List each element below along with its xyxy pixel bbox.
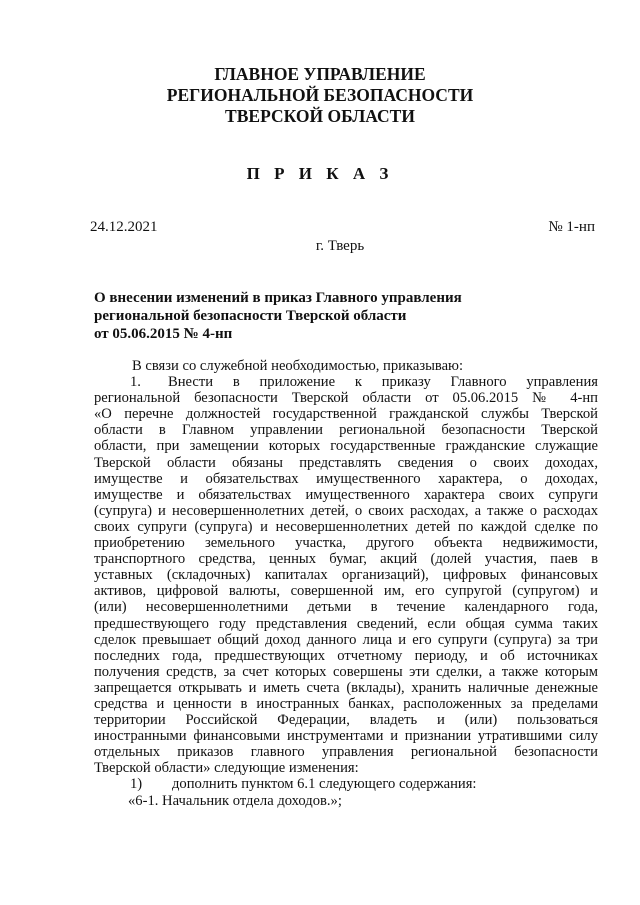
item-1-line: предшествующего году представления сведений, если общая сумма таких — [94, 615, 598, 632]
item-1-line: приобретению земельного участка, другого объекта недвижимости, — [94, 535, 598, 552]
subject-line: от 05.06.2015 № 4-нп — [94, 326, 233, 342]
item-1-line: получения средств, за счет которых совершены эти сделки, а также которым — [94, 663, 598, 680]
preamble: В связи со служебной необходимостью, приказываю: — [132, 358, 464, 374]
item-1-line: области, при замещении которых государственные гражданские служащие — [94, 438, 598, 455]
header-line-2: РЕГИОНАЛЬНОЙ БЕЗОПАСНОСТИ — [166, 85, 474, 105]
organization-header — [0, 64, 640, 127]
item-1-line: Внести в приложение к приказу Главного управления — [168, 374, 598, 391]
item-1-line: имуществе и обязательствах имущественного характера своих супруги — [94, 486, 598, 503]
item-1-line: уставных (складочных) капиталах организаций), цифровых финансовых — [94, 567, 598, 584]
item-1-line: средства и ценности в иностранных банках, расположенных за пределами — [94, 695, 598, 712]
document-type-title: П Р И К А З — [246, 164, 394, 183]
subject-line: региональной безопасности Тверской области — [94, 308, 407, 324]
item-1-line: имуществе и обязательствах имущественного характера, о доходах, — [94, 470, 598, 487]
item-1-line: последних года, предшествующих отчетному периоду, и об источниках — [94, 647, 598, 664]
quoted-amendment: «6-1. Начальник отдела доходов.»; — [128, 792, 342, 809]
item-1-line: отдельных приказов главного управления региональной безопасности — [94, 744, 598, 761]
item-1-line: активов, цифровой валюты, совершенной им, его супругой (супругом) и — [94, 583, 598, 600]
item-1-line: своих супруги (супруга) и несовершеннолетних детей по каждой сделке по — [94, 518, 598, 535]
document-subject — [94, 289, 514, 343]
subitem-1-number: 1) — [130, 776, 143, 793]
document-date: 24.12.2021 — [90, 219, 158, 235]
subitem-1-text: дополнить пунктом 6.1 следующего содержания: — [172, 776, 477, 793]
item-1-line: региональной безопасности Тверской области от 05.06.2015 № 4-нп — [94, 390, 598, 407]
item-1-first-line — [94, 374, 598, 390]
document-city: г. Тверь — [315, 238, 365, 254]
header-line-1: ГЛАВНОЕ УПРАВЛЕНИЕ — [214, 64, 426, 84]
item-1-line: транспортного средства, ценных бумаг, акций (долей участия, паев в — [94, 551, 598, 568]
item-1-number: 1. — [130, 374, 141, 391]
item-1-line: Тверской области» следующие изменения: — [94, 760, 359, 777]
subject-line: О внесении изменений в приказ Главного управления — [94, 290, 462, 306]
subitem-1 — [94, 776, 598, 792]
item-1-line: сделок превышает общий доход данного лица и его супруги (супруга) за три — [94, 631, 598, 648]
item-1-line: иностранными финансовыми инструментами и признании утратившими силу — [94, 728, 598, 745]
item-1-line: (супруга) и несовершеннолетних детей, о своих расходах, а также о расходах — [94, 502, 598, 519]
item-1-line: территории Российской Федерации, владеть и (или) пользоваться — [94, 712, 598, 729]
document-body — [94, 358, 598, 809]
item-1-line: области в Главном управлении региональной безопасности Тверской — [94, 422, 598, 439]
item-1-line: (или) несовершеннолетними детьми в течение календарного года, — [94, 599, 598, 616]
item-1-line: «О перечне должностей государственной гражданской службы Тверской — [94, 406, 598, 423]
item-1-line: запрещается открывать и иметь счета (вклады), хранить наличные денежные — [94, 679, 598, 696]
header-line-3: ТВЕРСКОЙ ОБЛАСТИ — [225, 106, 415, 126]
item-1-line: Тверской области обязаны представлять сведения о своих доходах, — [94, 454, 598, 471]
document-number: № 1-нп — [548, 219, 595, 235]
